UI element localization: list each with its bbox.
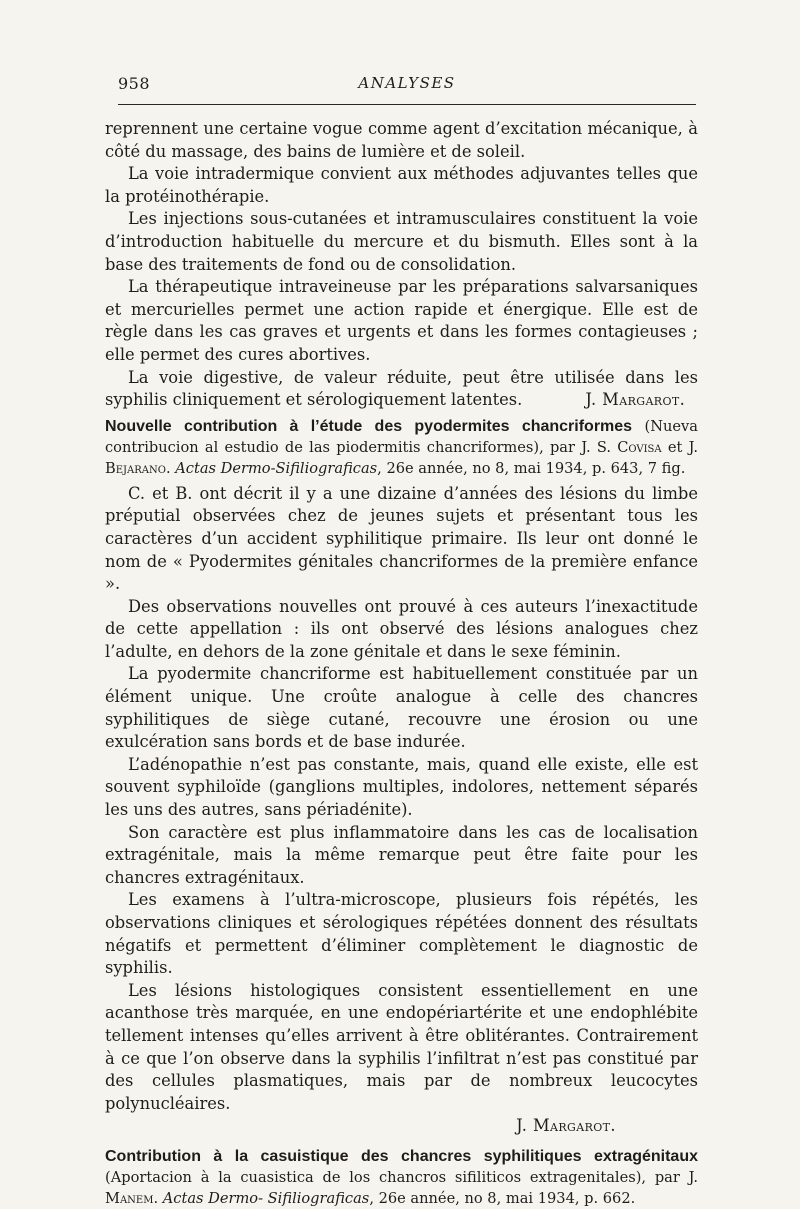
paragraph: Son caractère est plus inflammatoire dans les cas de localisation extragénitale, mais la même remarque peut être faite pour les chancres extragénitaux. <box>105 822 698 887</box>
author-name: J. Bejarano <box>105 438 698 477</box>
ref-text: , 26e année, no 8, mai 1934, p. 643, 7 fig. <box>377 459 686 477</box>
paragraph: L’adénopathie n’est pas constante, mais, quand elle existe, elle est souvent syphiloïde (ganglions multiples, indolores, nettement séparés les uns des autres, sans périadénite). <box>105 754 698 820</box>
author-signature: J. Margarot. <box>585 390 686 410</box>
ref-text: . <box>165 459 176 477</box>
page-number: 958 <box>118 74 151 93</box>
paragraph: La pyodermite chancriforme est habituellement constituée par un élément unique. Une croûte analogue à celle des chancres syphilitiques de siège cutané, recouvre une érosion ou une exulcération sans bords et de base indurée. <box>105 664 698 752</box>
paragraph: Les injections sous-cutanées et intramusculaires constituent la voie d’introduction habituelle du mercure et du bismuth. Elles sont à la base des traitements de fond ou de consolidation. <box>105 209 698 274</box>
author-name: J. Manem <box>105 1168 698 1207</box>
page-header <box>118 74 696 100</box>
paragraph: Des observations nouvelles ont prouvé à ces auteurs l’inexactitude de cette appellation : ils ont observé des lésions analogues chez l’adulte, en dehors de la zone génitale et dans le sexe féminin. <box>105 596 698 661</box>
article-title: Nouvelle contribution à l’étude des pyodermites chancriformes <box>105 417 633 435</box>
ref-text: et <box>661 438 689 456</box>
paragraph-with-signature <box>105 367 698 412</box>
journal-name: Actas Dermo-Sifiliograficas <box>175 459 378 477</box>
article-title: Contribution à la casuistique des chancres syphilitiques extragénitaux <box>105 1147 698 1165</box>
paragraph: Les examens à l’ultra-microscope, plusieurs fois répétés, les observations cliniques et sérologiques répétées donnent des résultats négatifs et permettent d’éliminer complètement le diagnostic de syphilis. <box>105 890 698 978</box>
header-rule <box>118 104 696 105</box>
article-reference <box>105 416 698 479</box>
paragraph: reprennent une certaine vogue comme agent d’excitation mécanique, à côté du massage, des bains de lumière et de soleil. <box>105 119 698 161</box>
page-body <box>105 118 698 1209</box>
paragraph: La voie intradermique convient aux méthodes adjuvantes telles que la protéinothérapie. <box>105 164 698 206</box>
paragraph-text: La voie digestive, de valeur réduite, peut être utilisée dans les syphilis cliniquement et sérologiquement latentes. <box>105 367 698 410</box>
author-name: J. S. Covisa <box>581 438 662 456</box>
ref-text: (Nueva contribucion al estudio de las piodermitis chancriformes), par <box>105 417 698 456</box>
ref-text: . <box>153 1189 163 1207</box>
ref-text: (Aportacion à la cuasistica de los chancros sifiliticos extragenitales), par <box>105 1168 689 1186</box>
journal-name: Actas Dermo- Sifiliograficas <box>162 1189 370 1207</box>
paragraph: C. et B. ont décrit il y a une dizaine d’années des lésions du limbe préputial observées chez de jeunes sujets et présentant tous les caractères d’un accident syphilitique primaire. Ils leur ont donné le nom de « Pyodermites génitales chancriformes de la première enfance ». <box>105 483 698 594</box>
ref-text: , 26e année, no 8, mai 1934, p. 662. <box>369 1189 636 1207</box>
author-signature: J. Margarot. <box>516 1116 616 1136</box>
article-reference <box>105 1146 698 1209</box>
paragraph: Les lésions histologiques consistent essentiellement en une acanthose très marquée, en une endopériartérite et une endophlébite tellement intenses qu’elles arrivent à être oblitérantes. Contrairement à ce que l’on observe dans la syphilis l’infiltrat n’est pas constitué par des cellules plasmatiques, mais par de nombreux leucocytes polynucléaires. <box>105 980 698 1113</box>
spacer <box>105 1138 698 1146</box>
paragraph: La thérapeutique intraveineuse par les préparations salvarsaniques et mercurielles permet une action rapide et énergique. Elle est de règle dans les cas graves et urgents et dans les formes contagieuses ; elle permet des cures abortives. <box>105 277 698 364</box>
running-title: ANALYSES <box>358 74 456 92</box>
